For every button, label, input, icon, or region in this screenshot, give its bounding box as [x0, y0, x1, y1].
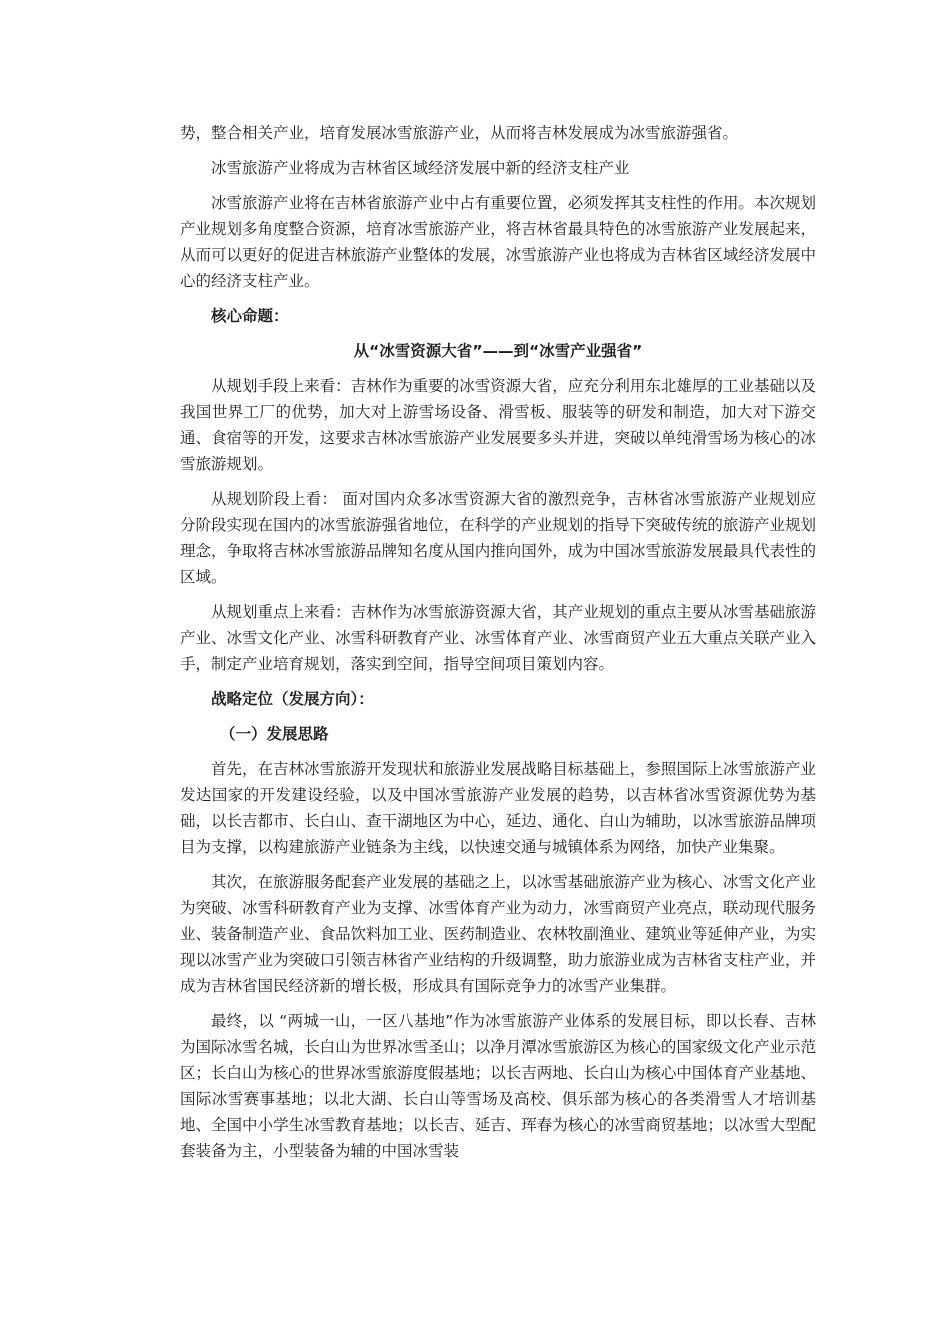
paragraph-pillar-heading: 冰雪旅游产业将成为吉林省区域经济发展中新的经济支柱产业 — [211, 159, 630, 177]
heading-development-ideas: （一）发展思路 — [220, 725, 329, 743]
paragraph-first: 首先，在吉林冰雪旅游开发现状和旅游业发展战略目标基础上，参照国际上冰雪旅游产业发达国家的开发建设经验，以及中国冰雪旅游产业发展的趋势，以吉林省冰雪资源优势为基础，以长吉都市、长白山、查干湖地区为中心，延边、通化、白山为辅助，以冰雪旅游品牌项目为支撑，以构建旅游产业链条为主线，以快速交通与城镇体系为网络，加快产业集聚。 — [180, 760, 816, 856]
paragraph-planning-stage: 从规划阶段上看： 面对国内众多冰雪资源大省的激烈竞争，吉林省冰雪旅游产业规划应分阶段实现在国内的冰雪旅游强省地位，在科学的产业规划的指导下突破传统的旅游产业规划理念，争取将吉林冰雪旅游品牌知名度从国内推向国外，成为中国冰雪旅游发展最具代表性的区域。 — [180, 490, 816, 586]
paragraph-final: 最终，以 “两城一山，一区八基地”作为冰雪旅游产业体系的发展目标，即以长春、吉林为国际冰雪名城，长白山为世界冰雪圣山；以净月潭冰雪旅游区为核心的国家级文化产业示范区；长白山为核心的世界冰雪旅游度假基地；以长吉两地、长白山为核心中国体育产业基地、国际冰雪赛事基地；以北大湖、长白山等雪场及高校、俱乐部为核心的各类滑雪人才培训基地、全国中小学生冰雪教育基地；以长吉、延吉、珲春为核心的冰雪商贸基地；以冰雪大型配套装备为主，小型装备为辅的中国冰雪装 — [180, 1012, 816, 1160]
document-page — [180, 120, 816, 1164]
heading-strategic-positioning: 战略定位（发展方向）： — [211, 690, 374, 708]
heading-core-slogan: 从“冰雪资源大省”——到“冰雪产业强省” — [353, 342, 643, 360]
paragraph-second: 其次，在旅游服务配套产业发展的基础之上，以冰雪基础旅游产业为核心、冰雪文化产业为突破、冰雪科研教育产业为支撑、冰雪体育产业为动力，冰雪商贸产业亮点，联动现代服务业、装备制造产业、食品饮料加工业、医药制造业、农林牧副渔业、建筑业等延伸产业，为实现以冰雪产业为突破口引领吉林省产业结构的升级调整，助力旅游业成为吉林省支柱产业，并成为吉林省国民经济新的增长极，形成具有国际竞争力的冰雪产业集群。 — [180, 873, 816, 995]
paragraph-continuation: 势，整合相关产业，培育发展冰雪旅游产业，从而将吉林发展成为冰雪旅游强省。 — [180, 124, 739, 142]
heading-core-proposition: 核心命题： — [211, 307, 289, 325]
paragraph-planning-means: 从规划手段上来看：吉林作为重要的冰雪资源大省，应充分利用东北雄厚的工业基础以及我国世界工厂的优势，加大对上游雪场设备、滑雪板、服装等的研发和制造，加大对下游交通、食宿等的开发，这要求吉林冰雪旅游产业发展要多头并进，突破以单纯滑雪场为核心的冰雪旅游规划。 — [180, 377, 816, 473]
paragraph-pillar-body: 冰雪旅游产业将在吉林省旅游产业中占有重要位置，必须发挥其支柱性的作用。本次规划产业规划多角度整合资源，培育冰雪旅游产业，将吉林省最具特色的冰雪旅游产业发展起来，从而可以更好的促进吉林旅游产业整体的发展，冰雪旅游产业也将成为吉林省区域经济发展中心的经济支柱产业。 — [180, 194, 816, 290]
paragraph-planning-focus: 从规划重点上来看：吉林作为冰雪旅游资源大省，其产业规划的重点主要从冰雪基础旅游产业、冰雪文化产业、冰雪科研教育产业、冰雪体育产业、冰雪商贸产业五大重点关联产业入手，制定产业培育规划，落实到空间，指导空间项目策划内容。 — [180, 603, 816, 673]
